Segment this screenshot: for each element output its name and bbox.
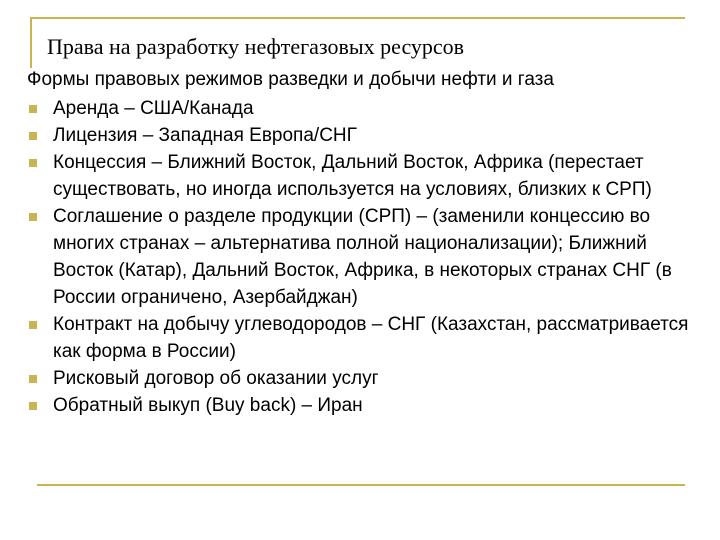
bullet-item — [27, 149, 692, 203]
square-bullet-icon — [29, 213, 37, 221]
square-bullet-icon — [29, 321, 37, 329]
bullet-text: Лицензия – Западная Европа/СНГ — [53, 125, 357, 146]
square-bullet-icon — [29, 132, 37, 140]
bullet-text: Рисковый договор об оказании услуг — [53, 368, 379, 389]
bullet-text: Контракт на добычу углеводородов – СНГ (Казахстан, рассматривается как форма в России) — [53, 314, 689, 362]
bullet-item — [27, 95, 692, 122]
slide-title: Права на разработку нефтегазовых ресурсов — [47, 34, 465, 59]
title-frame-top-line — [30, 17, 685, 19]
bullet-item — [27, 311, 692, 365]
bullet-item — [27, 392, 692, 419]
square-bullet-icon — [29, 105, 37, 113]
bullet-item — [27, 122, 692, 149]
bullet-text: Концессия – Ближний Восток, Дальний Восток, Африка (перестает существовать, но иногда используется на условиях, близких к СРП) — [53, 152, 652, 200]
bullet-list — [27, 95, 692, 419]
bullet-item — [27, 365, 692, 392]
bullet-text: Обратный выкуп (Buy back) – Иран — [53, 395, 363, 416]
bullet-text: Аренда – США/Канада — [53, 98, 254, 119]
square-bullet-icon — [29, 375, 37, 383]
square-bullet-icon — [29, 402, 37, 410]
square-bullet-icon — [29, 159, 37, 167]
footer-divider-line — [37, 484, 685, 486]
bullet-text: Соглашение о разделе продукции (СРП) – (заменили концессию во многих странах – альтернатива полной национализации); Ближний Восток (Катар), Дальний Восток, Африка, в некоторых странах СНГ (в России ограничено, Азербайджан) — [53, 206, 672, 308]
bullet-item — [27, 203, 692, 311]
title-frame-left-line — [30, 17, 32, 68]
slide-subtitle: Формы правовых режимов разведки и добычи нефти и газа — [27, 69, 554, 90]
